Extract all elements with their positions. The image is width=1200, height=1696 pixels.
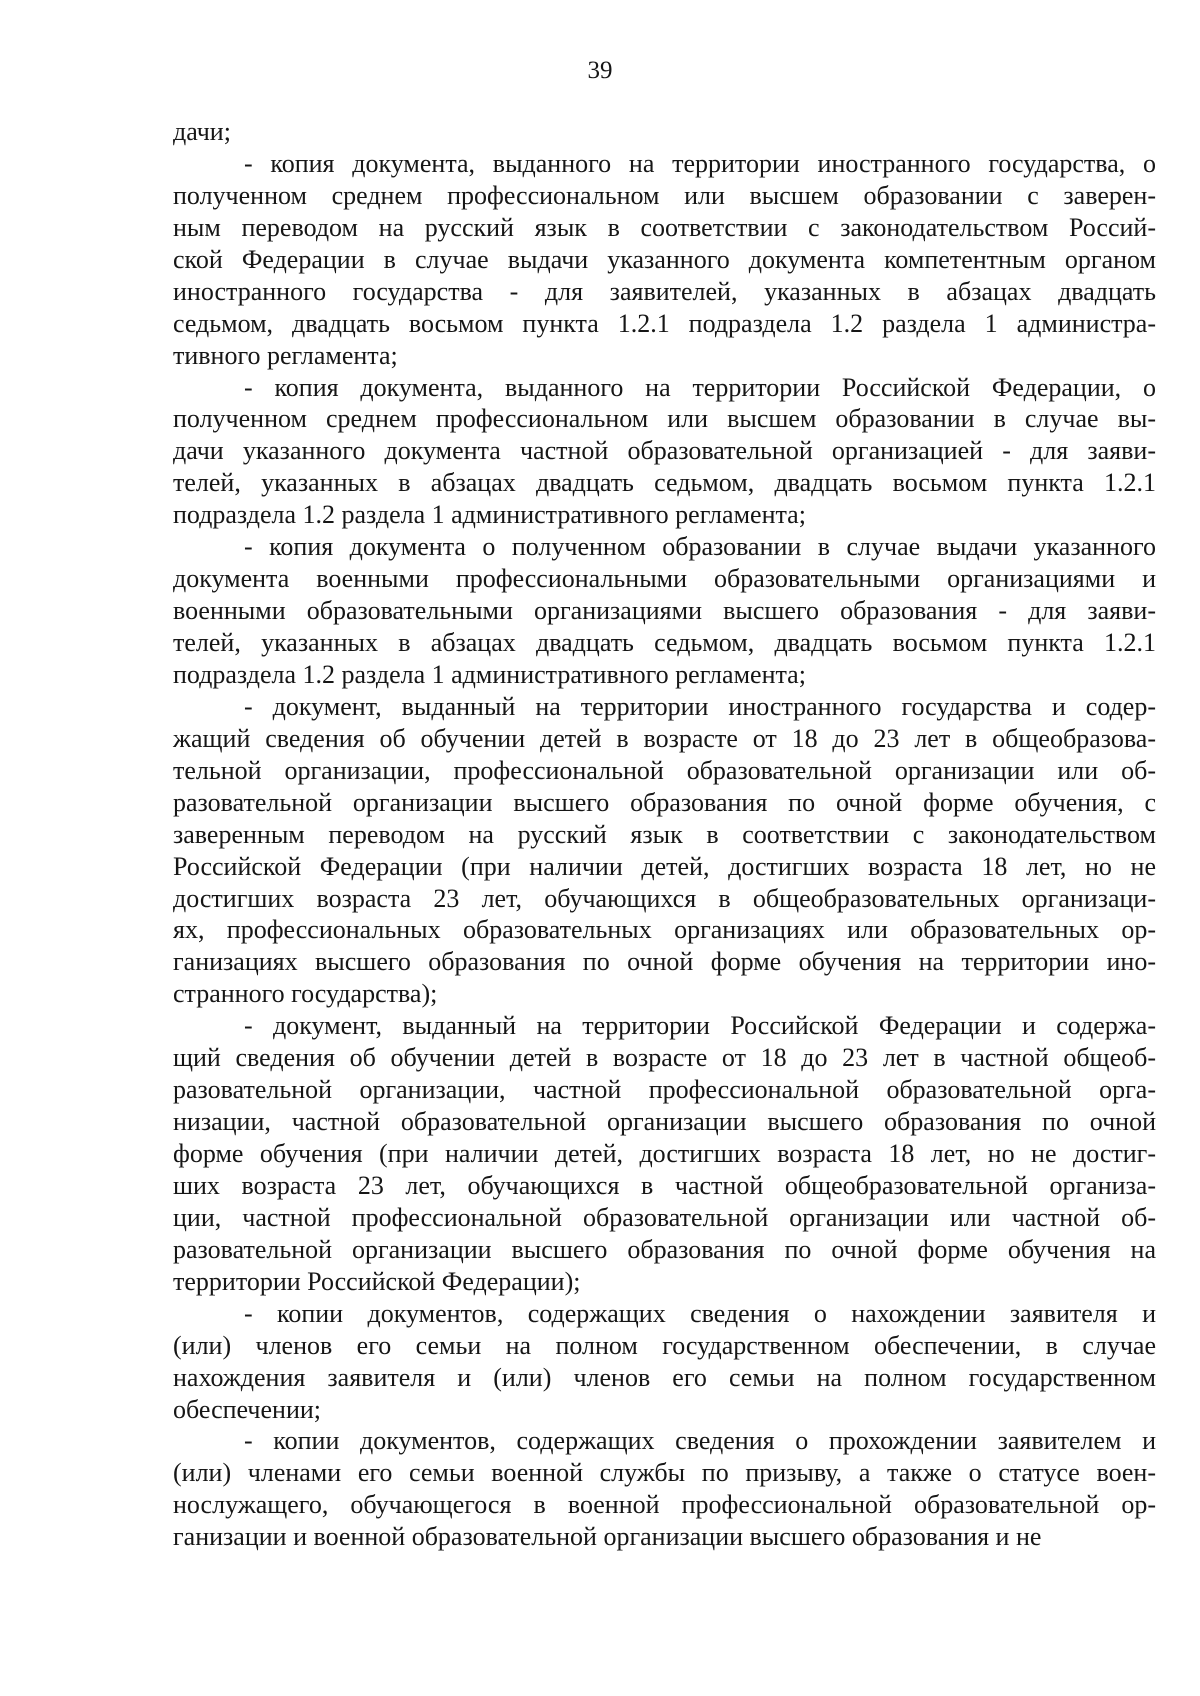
text-line: нослужащего, обучающегося в военной профессиональной образовательной ор- <box>173 1490 1156 1520</box>
paragraph <box>173 116 1156 148</box>
text-line: разовательной организации высшего образования по очной форме обучения на <box>173 1234 1156 1264</box>
text-line: тивного регламента; <box>173 340 398 370</box>
text-line: полученном среднем профессиональном или высшем образовании с заверен- <box>173 180 1156 210</box>
paragraph <box>173 1298 1156 1426</box>
text-line: обеспечении; <box>173 1394 322 1424</box>
text-line: разовательной организации высшего образования по очной форме обучения, с <box>173 787 1156 817</box>
text-line: Российской Федерации (при наличии детей, достигших возраста 18 лет, но не <box>173 851 1156 881</box>
text-line: разовательной организации, частной профессиональной образовательной орга- <box>173 1075 1156 1105</box>
text-line: ганизации и военной образовательной организации высшего образования и не <box>173 1522 1042 1552</box>
text-line: форме обучения (при наличии детей, достигших возраста 18 лет, но не достиг- <box>173 1139 1156 1168</box>
paragraph <box>173 1010 1156 1297</box>
text-line: жащий сведения об обучении детей в возрасте от 18 до 23 лет в общеобразова- <box>173 723 1156 753</box>
text-line: - копии документов, содержащих сведения о нахождении заявителя и <box>244 1298 1156 1328</box>
text-line: (или) членов его семьи на полном государственном обеспечении, в случае <box>173 1330 1156 1360</box>
text-line: - копия документа, выданного на территории иностранного государства, о <box>244 148 1156 178</box>
paragraph <box>173 531 1156 691</box>
text-line: тельной организации, профессиональной образовательной организации или об- <box>173 755 1156 785</box>
text-line: - копия документа, выданного на территории Российской Федерации, о <box>244 372 1156 402</box>
text-line: низации, частной образовательной организации высшего образования по очной <box>173 1107 1156 1137</box>
text-line: ным переводом на русский язык в соответствии с законодательством Россий- <box>173 212 1156 242</box>
text-line: ях, профессиональных образовательных организациях или образовательных ор- <box>173 915 1156 945</box>
text-line: щий сведения об обучении детей в возрасте от 18 до 23 лет в частной общеоб- <box>173 1043 1156 1073</box>
text-line: - документ, выданный на территории Российской Федерации и содержа- <box>244 1011 1156 1041</box>
document-body <box>173 116 1156 1553</box>
text-line: дачи; <box>173 117 231 146</box>
page-number: 39 <box>587 57 613 84</box>
text-line: территории Российской Федерации); <box>173 1266 581 1296</box>
paragraph <box>173 1425 1156 1553</box>
paragraph <box>173 148 1156 372</box>
text-line: дачи указанного документа частной образовательной организацией - для заяви- <box>173 436 1156 466</box>
text-line: ции, частной профессиональной образовательной организации или частной об- <box>173 1202 1156 1232</box>
text-line: странного государства); <box>173 979 438 1009</box>
text-line: нахождения заявителя и (или) членов его семьи на полном государственном <box>173 1362 1156 1392</box>
paragraph <box>173 372 1156 532</box>
text-line: - документ, выданный на территории иностранного государства и содер- <box>244 691 1156 721</box>
text-line: заверенным переводом на русский язык в соответствии с законодательством <box>173 819 1156 849</box>
text-line: седьмом, двадцать восьмом пункта 1.2.1 подраздела 1.2 раздела 1 администра- <box>173 308 1156 338</box>
text-line: подраздела 1.2 раздела 1 административного регламента; <box>173 659 806 689</box>
text-line: телей, указанных в абзацах двадцать седьмом, двадцать восьмом пункта 1.2.1 <box>173 468 1156 498</box>
text-line: ской Федерации в случае выдачи указанного документа компетентным органом <box>173 244 1156 274</box>
text-line: иностранного государства - для заявителей, указанных в абзацах двадцать <box>173 276 1156 306</box>
text-line: - копии документов, содержащих сведения о прохождении заявителем и <box>244 1426 1156 1456</box>
text-line: (или) членами его семьи военной службы по призыву, а также о статусе воен- <box>173 1458 1156 1488</box>
text-line: полученном среднем профессиональном или высшем образовании в случае вы- <box>173 404 1156 434</box>
text-line: ших возраста 23 лет, обучающихся в частной общеобразовательной организа- <box>173 1170 1156 1200</box>
text-line: телей, указанных в абзацах двадцать седьмом, двадцать восьмом пункта 1.2.1 <box>173 628 1156 657</box>
text-line: документа военными профессиональными образовательными организациями и <box>173 564 1156 594</box>
text-line: - копия документа о полученном образовании в случае выдачи указанного <box>244 532 1156 562</box>
text-line: подраздела 1.2 раздела 1 административного регламента; <box>173 500 806 530</box>
paragraph <box>173 691 1156 1010</box>
text-line: ганизациях высшего образования по очной форме обучения на территории ино- <box>173 947 1156 977</box>
text-line: военными образовательными организациями высшего образования - для заяви- <box>173 596 1156 626</box>
text-line: достигших возраста 23 лет, обучающихся в общеобразовательных организаци- <box>173 883 1156 913</box>
